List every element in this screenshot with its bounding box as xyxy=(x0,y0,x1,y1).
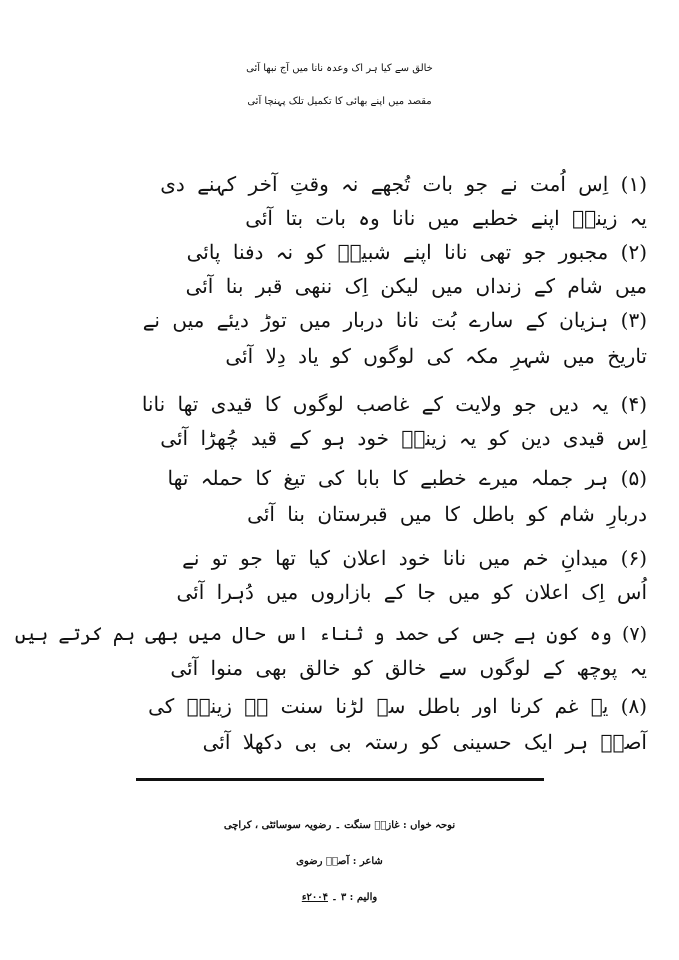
stanza-3-line-1: (۳) ہزیان کے سارے بُت نانا دربار میں توڑ دیئے میں نے xyxy=(142,308,647,332)
divider-rule xyxy=(136,778,544,781)
stanza-4-line-2: اِس قیدی دین کو یہ زینبؑ خود ہو کے قید چُھڑا آئی xyxy=(160,426,647,450)
stanza-1-line-1: (۱) اِس اُمت نے جو بات تُجھے نہ وقتِ آخر کہنے دی xyxy=(160,172,647,196)
stanza-7-line-1: (۷) وہ کون ہے جس کی حمد و ثناء اس حال میں بھی ہم کرتے ہیں xyxy=(14,623,647,645)
title-line-1: خالق سے کیا ہر اک وعدہ نانا میں آج نبھا آئی xyxy=(246,63,433,74)
stanza-6-line-2: اُس اِک اعلان کو میں جا کے بازاروں میں دُہرا آئی xyxy=(176,580,647,604)
stanza-4-line-1: (۴) یہ دیں جو ولایت کے غاصب لوگوں کا قیدی تھا نانا xyxy=(141,392,647,416)
stanza-1-line-2: یہ زینبؑ اپنے خطبے میں نانا وہ بات بتا آئی xyxy=(245,206,647,230)
stanza-7-line-2: یہ پوچھ کے لوگوں سے خالق کو خالق بھی منوا آئی xyxy=(170,656,647,680)
stanza-5-line-2: دربارِ شام کو باطل کا میں قبرستان بنا آئی xyxy=(247,502,647,526)
stanza-5-line-1: (۵) ہر جملہ میرے خطبے کا بابا کی تیغ کا حملہ تھا xyxy=(167,466,647,490)
stanza-3-line-2: تاریخ میں شہرِ مکہ کی لوگوں کو یاد دِلا آئی xyxy=(225,344,647,368)
volume-label: والیم : ۳ ۔ xyxy=(331,892,378,903)
volume-year: ۲۰۰۴ء xyxy=(301,892,328,903)
volume-credit xyxy=(0,884,679,912)
stanza-8-line-1: (۸) یہ غم کرنا اور باطل سے لڑنا سنت ہے زینبؑ کی xyxy=(148,694,647,718)
poet-credit: شاعر : آصفؔ رضوی xyxy=(296,856,383,867)
reciter-credit: نوحہ خواں : غازیؑ سنگت ۔ رضویہ سوسائٹی ، کراچی xyxy=(223,820,456,831)
stanza-2-line-1: (۲) مجبور جو تھی نانا اپنے شبیرؑ کو نہ دفنا پائی xyxy=(186,240,647,264)
stanza-2-line-2: میں شام کے زنداں میں لیکن اِک ننھی قبر بنا آئی xyxy=(185,274,647,298)
stanza-8-line-2: آصفؔ ہر ایک حسینی کو رستہ بی بی دکھلا آئی xyxy=(202,730,647,754)
stanza-6-line-1: (۶) میدانِ خم میں نانا خود اعلان کیا تھا جو تو نے xyxy=(182,546,647,570)
title-line-2: مقصد میں اپنے بھائی کا تکمیل تلک پہنچا آئی xyxy=(247,96,432,107)
